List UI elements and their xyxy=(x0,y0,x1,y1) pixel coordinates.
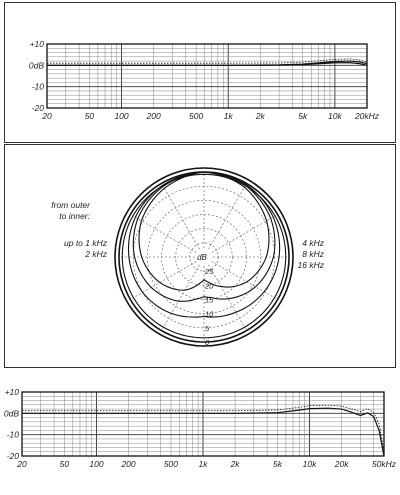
x-tick-label: 50kHz xyxy=(371,459,397,469)
x-tick-label: 20 xyxy=(17,459,27,469)
x-tick-label: 20k xyxy=(334,459,349,469)
x-tick-label: 20 xyxy=(42,111,52,121)
x-tick-label: 50 xyxy=(84,111,95,121)
polar-legend-right-label: 8 kHz xyxy=(302,249,324,259)
polar-ring-label: 10 xyxy=(205,309,214,319)
polar-pattern-chart xyxy=(51,168,324,347)
polar-legend-left-label: 2 kHz xyxy=(85,249,107,259)
polar-legend-intro: from outer xyxy=(51,200,90,210)
x-tick-label: 1k xyxy=(223,111,233,121)
plot-area-border xyxy=(47,44,367,108)
polar-spoke xyxy=(130,215,196,253)
polar-center-label: dB xyxy=(197,253,207,262)
x-tick-label: 500 xyxy=(189,111,204,121)
polar-ring-label: 5 xyxy=(205,323,210,333)
polar-spoke xyxy=(209,183,247,249)
polar-ring-label: 25 xyxy=(205,267,214,277)
frequency-response-chart-top xyxy=(29,39,380,121)
x-tick-label: 200 xyxy=(146,111,161,121)
polar-ring-label: 15 xyxy=(205,295,214,305)
polar-ring-label: 0 xyxy=(205,338,210,347)
polar-legend-right-label: 16 kHz xyxy=(297,260,324,270)
y-tick-label: -20 xyxy=(31,103,44,113)
x-tick-label: 50 xyxy=(59,459,70,469)
polar-legend-intro: to inner: xyxy=(59,211,90,221)
x-tick-label: 20kHz xyxy=(354,111,380,121)
panel-frame-frequency-response xyxy=(5,3,396,143)
x-tick-label: 2k xyxy=(255,111,265,121)
frequency-response-chart-bottom xyxy=(4,387,397,469)
y-tick-label: -20 xyxy=(6,451,19,461)
polar-ring-label: 20 xyxy=(205,281,214,291)
x-tick-label: 10k xyxy=(302,459,317,469)
x-tick-label: 100 xyxy=(114,111,129,121)
x-tick-label: 5k xyxy=(272,459,282,469)
x-tick-label: 100 xyxy=(89,459,104,469)
x-tick-label: 10k xyxy=(328,111,342,121)
y-tick-label: 0dB xyxy=(28,60,44,71)
y-tick-label: 0dB xyxy=(3,408,19,419)
polar-legend-left-label: up to 1 kHz xyxy=(64,238,107,248)
polar-spoke xyxy=(130,262,196,300)
x-tick-label: 500 xyxy=(163,459,179,469)
polar-spoke xyxy=(212,215,278,253)
x-tick-label: 1k xyxy=(198,459,208,469)
x-tick-label: 2k xyxy=(230,459,240,469)
polar-spoke xyxy=(162,183,200,249)
y-tick-label: -10 xyxy=(31,81,44,92)
y-tick-label: -10 xyxy=(6,429,19,440)
y-tick-label: +10 xyxy=(29,39,44,49)
x-tick-label: 200 xyxy=(121,459,136,469)
x-tick-label: 5k xyxy=(298,111,308,121)
y-tick-label: +10 xyxy=(4,387,19,397)
polar-legend-right-label: 4 kHz xyxy=(302,238,324,248)
